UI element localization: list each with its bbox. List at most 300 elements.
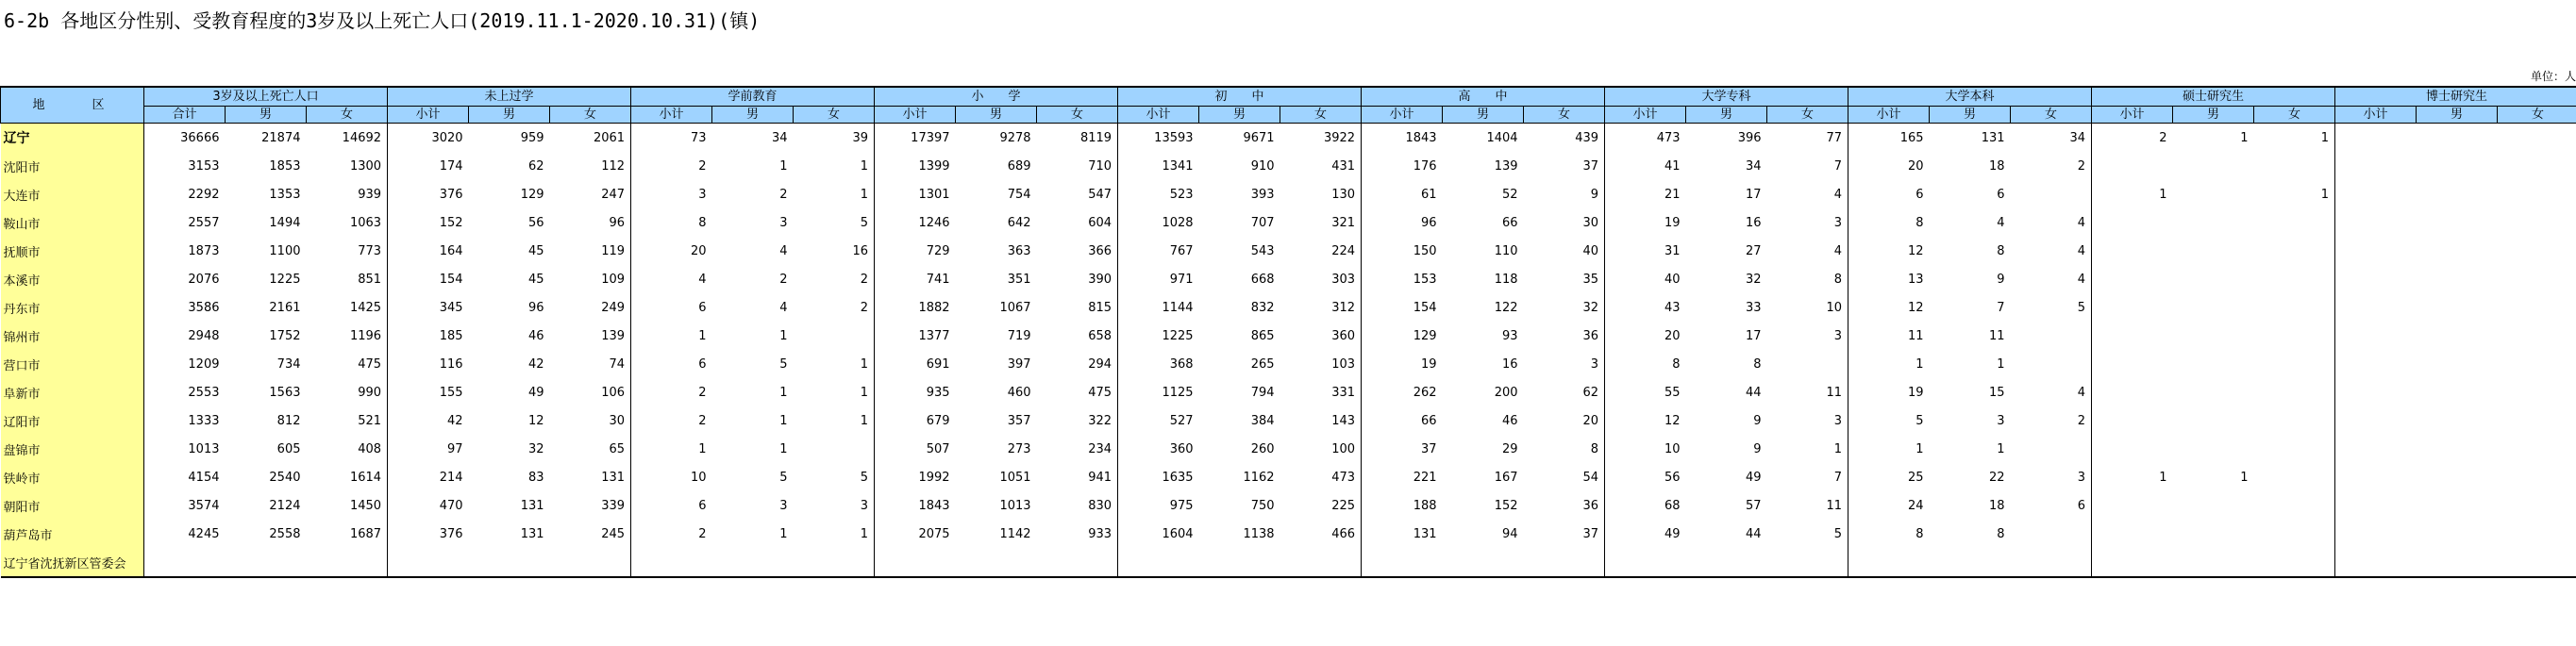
value-cell: 29 (1501, 441, 1518, 456)
value-cell: 2558 (269, 526, 301, 541)
value-cell: 36666 (144, 124, 226, 153)
value-cell: 42 (388, 406, 469, 435)
value-cell (2173, 265, 2254, 293)
region-cell: 朝阳市 (1, 491, 144, 520)
value-cell: 167 (1494, 470, 1518, 485)
value-cell: 1 (1997, 356, 2005, 372)
value-cell: 109 (601, 272, 626, 287)
value-cell (2254, 378, 2335, 406)
value-cell: 1992 (875, 463, 956, 491)
value-cell (2498, 435, 2576, 463)
table-row (1, 124, 2576, 153)
value-cell (2173, 378, 2254, 406)
value-cell (2417, 491, 2498, 520)
table-row (1, 180, 2576, 208)
value-cell: 1563 (269, 385, 301, 400)
value-cell: 39 (852, 130, 869, 145)
value-cell: 153 (1362, 265, 1443, 293)
value-cell: 1 (860, 385, 869, 400)
value-cell (2092, 435, 2173, 463)
value-cell: 2 (860, 300, 869, 315)
value-cell: 707 (1250, 215, 1275, 230)
value-cell (1767, 350, 1848, 378)
table-header (1, 87, 2576, 124)
value-cell: 2075 (875, 520, 956, 548)
value-cell: 360 (1118, 435, 1199, 463)
group-header: 小 学 (875, 87, 1118, 107)
value-cell: 37 (1362, 435, 1443, 463)
value-cell: 2948 (144, 322, 226, 350)
value-cell (2417, 265, 2498, 293)
value-cell (2092, 548, 2173, 577)
value-cell: 935 (875, 378, 956, 406)
sub-header: 女 (1767, 107, 1848, 124)
value-cell: 2 (631, 152, 712, 180)
value-cell: 164 (388, 237, 469, 265)
value-cell: 100 (1331, 441, 1356, 456)
value-cell: 96 (609, 215, 626, 230)
value-cell (2498, 350, 2576, 378)
value-cell: 527 (1118, 406, 1199, 435)
value-cell (2254, 208, 2335, 237)
value-cell: 40 (1605, 265, 1686, 293)
value-cell: 1300 (349, 158, 382, 174)
value-cell: 16 (1501, 356, 1518, 372)
value-cell: 61 (1362, 180, 1443, 208)
value-cell: 2540 (269, 470, 301, 485)
value-cell (2335, 152, 2417, 180)
value-cell: 3 (631, 180, 712, 208)
value-cell: 12 (527, 413, 544, 428)
value-cell: 345 (388, 293, 469, 322)
value-cell: 41 (1605, 152, 1686, 180)
value-cell (2335, 293, 2417, 322)
value-cell: 1 (2240, 130, 2249, 145)
value-cell (2092, 208, 2173, 237)
value-cell: 68 (1605, 491, 1686, 520)
group-header: 学前教育 (631, 87, 875, 107)
value-cell: 234 (1088, 441, 1112, 456)
value-cell (2417, 378, 2498, 406)
group-header: 博士研究生 (2335, 87, 2576, 107)
value-cell: 17 (1745, 187, 1762, 202)
value-cell (2254, 350, 2335, 378)
value-cell (2498, 548, 2576, 577)
value-cell (2254, 491, 2335, 520)
value-cell (2498, 237, 2576, 265)
value-cell (2254, 265, 2335, 293)
sub-header: 小计 (388, 107, 469, 124)
value-cell: 3020 (388, 124, 469, 153)
value-cell: 507 (875, 435, 956, 463)
value-cell: 2 (2077, 158, 2086, 174)
value-cell: 1404 (1486, 130, 1518, 145)
value-cell: 368 (1118, 350, 1199, 378)
value-cell (2498, 180, 2576, 208)
value-cell: 103 (1331, 356, 1356, 372)
value-cell: 2 (860, 272, 869, 287)
value-cell: 94 (1501, 526, 1518, 541)
value-cell: 2 (779, 272, 788, 287)
value-cell (2092, 152, 2173, 180)
value-cell: 605 (276, 441, 301, 456)
value-cell: 1353 (269, 187, 301, 202)
value-cell: 794 (1250, 385, 1275, 400)
value-cell: 3 (1833, 413, 1843, 428)
group-header: 大学本科 (1848, 87, 2092, 107)
value-cell: 642 (1007, 215, 1031, 230)
value-cell: 4 (779, 300, 788, 315)
value-cell: 1225 (1118, 322, 1199, 350)
value-cell: 131 (520, 498, 544, 513)
value-cell (1686, 548, 1767, 577)
value-cell: 363 (1007, 243, 1031, 258)
value-cell (2173, 152, 2254, 180)
value-cell: 1 (779, 328, 788, 343)
value-cell (2335, 548, 2417, 577)
value-cell: 110 (1494, 243, 1518, 258)
sub-header: 男 (1443, 107, 1524, 124)
value-cell (2173, 491, 2254, 520)
value-cell: 46 (527, 328, 544, 343)
value-cell: 11 (1848, 322, 1930, 350)
table-row (1, 237, 2576, 265)
value-cell (2254, 152, 2335, 180)
group-header: 未上过学 (388, 87, 631, 107)
value-cell: 523 (1118, 180, 1199, 208)
value-cell: 13593 (1118, 124, 1199, 153)
sub-header: 男 (226, 107, 307, 124)
value-cell: 4 (2077, 215, 2086, 230)
value-cell: 1 (2092, 463, 2173, 491)
value-cell: 939 (358, 187, 382, 202)
value-cell (469, 548, 550, 577)
value-cell: 431 (1331, 158, 1356, 174)
value-cell: 36 (1582, 498, 1599, 513)
region-cell: 阜新市 (1, 378, 144, 406)
value-cell (2498, 491, 2576, 520)
value-cell: 360 (1331, 328, 1356, 343)
value-cell: 24 (1848, 491, 1930, 520)
value-cell: 214 (388, 463, 469, 491)
value-cell (2498, 520, 2576, 548)
value-cell: 25 (1848, 463, 1930, 491)
value-cell (2254, 520, 2335, 548)
value-cell: 741 (875, 265, 956, 293)
value-cell: 3922 (1323, 130, 1356, 145)
value-cell (226, 548, 307, 577)
value-cell: 3 (2077, 470, 2086, 485)
value-cell: 1450 (349, 498, 382, 513)
sub-header: 男 (2417, 107, 2498, 124)
value-cell: 20 (631, 237, 712, 265)
value-cell: 77 (1826, 130, 1843, 145)
value-cell: 30 (609, 413, 626, 428)
region-cell: 辽阳市 (1, 406, 144, 435)
value-cell: 6 (631, 293, 712, 322)
value-cell: 19 (1362, 350, 1443, 378)
value-cell (144, 548, 226, 577)
value-cell: 49 (1745, 470, 1762, 485)
value-cell: 322 (1088, 413, 1112, 428)
value-cell (2498, 322, 2576, 350)
value-cell (1930, 548, 2011, 577)
value-cell: 1100 (269, 243, 301, 258)
value-cell (2417, 237, 2498, 265)
value-cell: 12 (1605, 406, 1686, 435)
value-cell: 152 (1494, 498, 1518, 513)
value-cell: 8 (1848, 208, 1930, 237)
value-cell: 1687 (349, 526, 382, 541)
sub-header: 男 (1686, 107, 1767, 124)
value-cell (2335, 208, 2417, 237)
value-cell: 1028 (1118, 208, 1199, 237)
value-cell (2417, 350, 2498, 378)
value-cell: 19 (1848, 378, 1930, 406)
value-cell: 734 (276, 356, 301, 372)
value-cell: 1225 (269, 272, 301, 287)
value-cell: 1843 (875, 491, 956, 520)
value-cell: 3586 (144, 293, 226, 322)
value-cell: 130 (1331, 187, 1356, 202)
value-cell: 1 (860, 356, 869, 372)
table-row (1, 491, 2576, 520)
value-cell: 1142 (999, 526, 1031, 541)
value-cell: 129 (1362, 322, 1443, 350)
value-cell: 52 (1501, 187, 1518, 202)
value-cell: 42 (527, 356, 544, 372)
value-cell: 13 (1848, 265, 1930, 293)
value-cell: 1013 (999, 498, 1031, 513)
sub-header: 小计 (1362, 107, 1443, 124)
value-cell: 36 (1582, 328, 1599, 343)
value-cell (1037, 548, 1118, 577)
value-cell (2092, 293, 2173, 322)
value-cell (2254, 548, 2335, 577)
value-cell: 44 (1745, 526, 1762, 541)
region-cell: 辽宁 (1, 124, 144, 153)
value-cell: 1 (1848, 435, 1930, 463)
sub-header: 女 (2254, 107, 2335, 124)
value-cell: 2 (779, 187, 788, 202)
value-cell: 5 (779, 470, 788, 485)
value-cell: 812 (276, 413, 301, 428)
sub-header: 男 (1930, 107, 2011, 124)
table-body (1, 124, 2576, 578)
value-cell: 390 (1088, 272, 1112, 287)
value-cell (631, 548, 712, 577)
value-cell: 18 (1988, 498, 2005, 513)
table-row (1, 463, 2576, 491)
sub-header: 女 (1524, 107, 1605, 124)
sub-header: 男 (2173, 107, 2254, 124)
value-cell: 2557 (144, 208, 226, 237)
value-cell: 18 (1988, 158, 2005, 174)
value-cell (2417, 124, 2498, 153)
value-cell: 83 (527, 470, 544, 485)
value-cell (307, 548, 388, 577)
value-cell: 2553 (144, 378, 226, 406)
sub-header: 女 (2011, 107, 2092, 124)
sub-header: 小计 (875, 107, 956, 124)
table-row (1, 378, 2576, 406)
value-cell: 8 (1997, 526, 2005, 541)
value-cell: 1494 (269, 215, 301, 230)
value-cell: 1752 (269, 328, 301, 343)
value-cell: 10 (1605, 435, 1686, 463)
value-cell: 56 (527, 215, 544, 230)
value-cell (550, 548, 631, 577)
value-cell (2417, 548, 2498, 577)
value-cell: 8 (1590, 441, 1599, 456)
value-cell (2335, 491, 2417, 520)
value-cell (712, 548, 794, 577)
value-cell: 604 (1088, 215, 1112, 230)
value-cell: 22 (1988, 470, 2005, 485)
value-cell (388, 548, 469, 577)
value-cell: 990 (358, 385, 382, 400)
value-cell (2173, 520, 2254, 548)
value-cell (2254, 237, 2335, 265)
value-cell: 910 (1250, 158, 1275, 174)
value-cell: 21874 (261, 130, 301, 145)
value-cell: 4 (2077, 243, 2086, 258)
value-cell (2092, 237, 2173, 265)
value-cell: 57 (1745, 498, 1762, 513)
value-cell: 7 (1833, 470, 1843, 485)
value-cell: 1 (779, 413, 788, 428)
value-cell: 21 (1605, 180, 1686, 208)
value-cell: 34 (2069, 130, 2086, 145)
region-cell: 沈阳市 (1, 152, 144, 180)
value-cell: 1 (1848, 350, 1930, 378)
value-cell: 679 (875, 406, 956, 435)
value-cell: 4245 (144, 520, 226, 548)
value-cell (2173, 293, 2254, 322)
value-cell: 33 (1745, 300, 1762, 315)
value-cell (2498, 293, 2576, 322)
value-cell: 4 (2077, 272, 2086, 287)
table-row (1, 435, 2576, 463)
value-cell: 150 (1362, 237, 1443, 265)
value-cell: 93 (1501, 328, 1518, 343)
value-cell: 9 (1997, 272, 2005, 287)
value-cell: 2 (2077, 413, 2086, 428)
value-cell: 658 (1088, 328, 1112, 343)
value-cell: 1246 (875, 208, 956, 237)
region-cell: 葫芦岛市 (1, 520, 144, 548)
value-cell: 5 (1833, 526, 1843, 541)
value-cell: 3574 (144, 491, 226, 520)
value-cell: 49 (527, 385, 544, 400)
value-cell: 221 (1362, 463, 1443, 491)
value-cell (2254, 406, 2335, 435)
value-cell: 397 (1007, 356, 1031, 372)
value-cell: 43 (1605, 293, 1686, 322)
value-cell: 384 (1250, 413, 1275, 428)
value-cell: 1399 (875, 152, 956, 180)
value-cell: 1 (2320, 187, 2330, 202)
value-cell: 34 (771, 130, 788, 145)
sub-header: 女 (2498, 107, 2576, 124)
region-cell: 本溪市 (1, 265, 144, 293)
value-cell: 31 (1605, 237, 1686, 265)
value-cell: 96 (527, 300, 544, 315)
value-cell (2254, 293, 2335, 322)
value-cell: 2161 (269, 300, 301, 315)
value-cell: 959 (520, 130, 544, 145)
value-cell (1848, 548, 1930, 577)
value-cell: 245 (601, 526, 626, 541)
value-cell: 1 (779, 385, 788, 400)
value-cell: 8 (1753, 356, 1762, 372)
value-cell: 154 (388, 265, 469, 293)
page-title: 6-2b 各地区分性别、受教育程度的3岁及以上死亡人口(2019.11.1-2020.10.31)(镇) (4, 9, 761, 32)
value-cell: 97 (388, 435, 469, 463)
value-cell: 1 (2240, 470, 2249, 485)
value-cell (2498, 378, 2576, 406)
value-cell: 5 (1848, 406, 1930, 435)
value-cell: 112 (601, 158, 626, 174)
value-cell (2011, 435, 2092, 463)
value-cell: 106 (601, 385, 626, 400)
value-cell: 1604 (1118, 520, 1199, 548)
value-cell (2498, 152, 2576, 180)
value-cell (2417, 322, 2498, 350)
value-cell: 3 (779, 215, 788, 230)
value-cell: 65 (609, 441, 626, 456)
value-cell (2092, 322, 2173, 350)
value-cell: 1614 (349, 470, 382, 485)
region-cell: 锦州市 (1, 322, 144, 350)
region-cell: 大连市 (1, 180, 144, 208)
value-cell: 6 (631, 491, 712, 520)
value-cell (2417, 293, 2498, 322)
value-cell: 1425 (349, 300, 382, 315)
value-cell: 49 (1605, 520, 1686, 548)
value-cell: 56 (1605, 463, 1686, 491)
region-cell: 铁岭市 (1, 463, 144, 491)
value-cell: 1853 (269, 158, 301, 174)
value-cell: 475 (358, 356, 382, 372)
value-cell: 30 (1582, 215, 1599, 230)
value-cell (2335, 378, 2417, 406)
value-cell: 1 (631, 322, 712, 350)
value-cell (2254, 463, 2335, 491)
value-cell: 521 (358, 413, 382, 428)
value-cell: 131 (1981, 130, 2005, 145)
value-cell (2011, 180, 2092, 208)
region-column-header: 地 区 (1, 87, 144, 124)
group-header: 大学专科 (1605, 87, 1848, 107)
value-cell: 6 (631, 350, 712, 378)
value-cell (2335, 406, 2417, 435)
value-cell: 321 (1331, 215, 1356, 230)
sub-header: 男 (1199, 107, 1280, 124)
value-cell: 139 (1494, 158, 1518, 174)
value-cell: 3 (779, 498, 788, 513)
value-cell (2092, 265, 2173, 293)
value-cell: 475 (1088, 385, 1112, 400)
value-cell: 131 (520, 526, 544, 541)
value-cell: 2076 (144, 265, 226, 293)
value-cell: 1635 (1118, 463, 1199, 491)
value-cell: 933 (1088, 526, 1112, 541)
value-cell: 1 (1997, 441, 2005, 456)
sub-header: 女 (307, 107, 388, 124)
value-cell: 1333 (144, 406, 226, 435)
sub-header: 小计 (631, 107, 712, 124)
